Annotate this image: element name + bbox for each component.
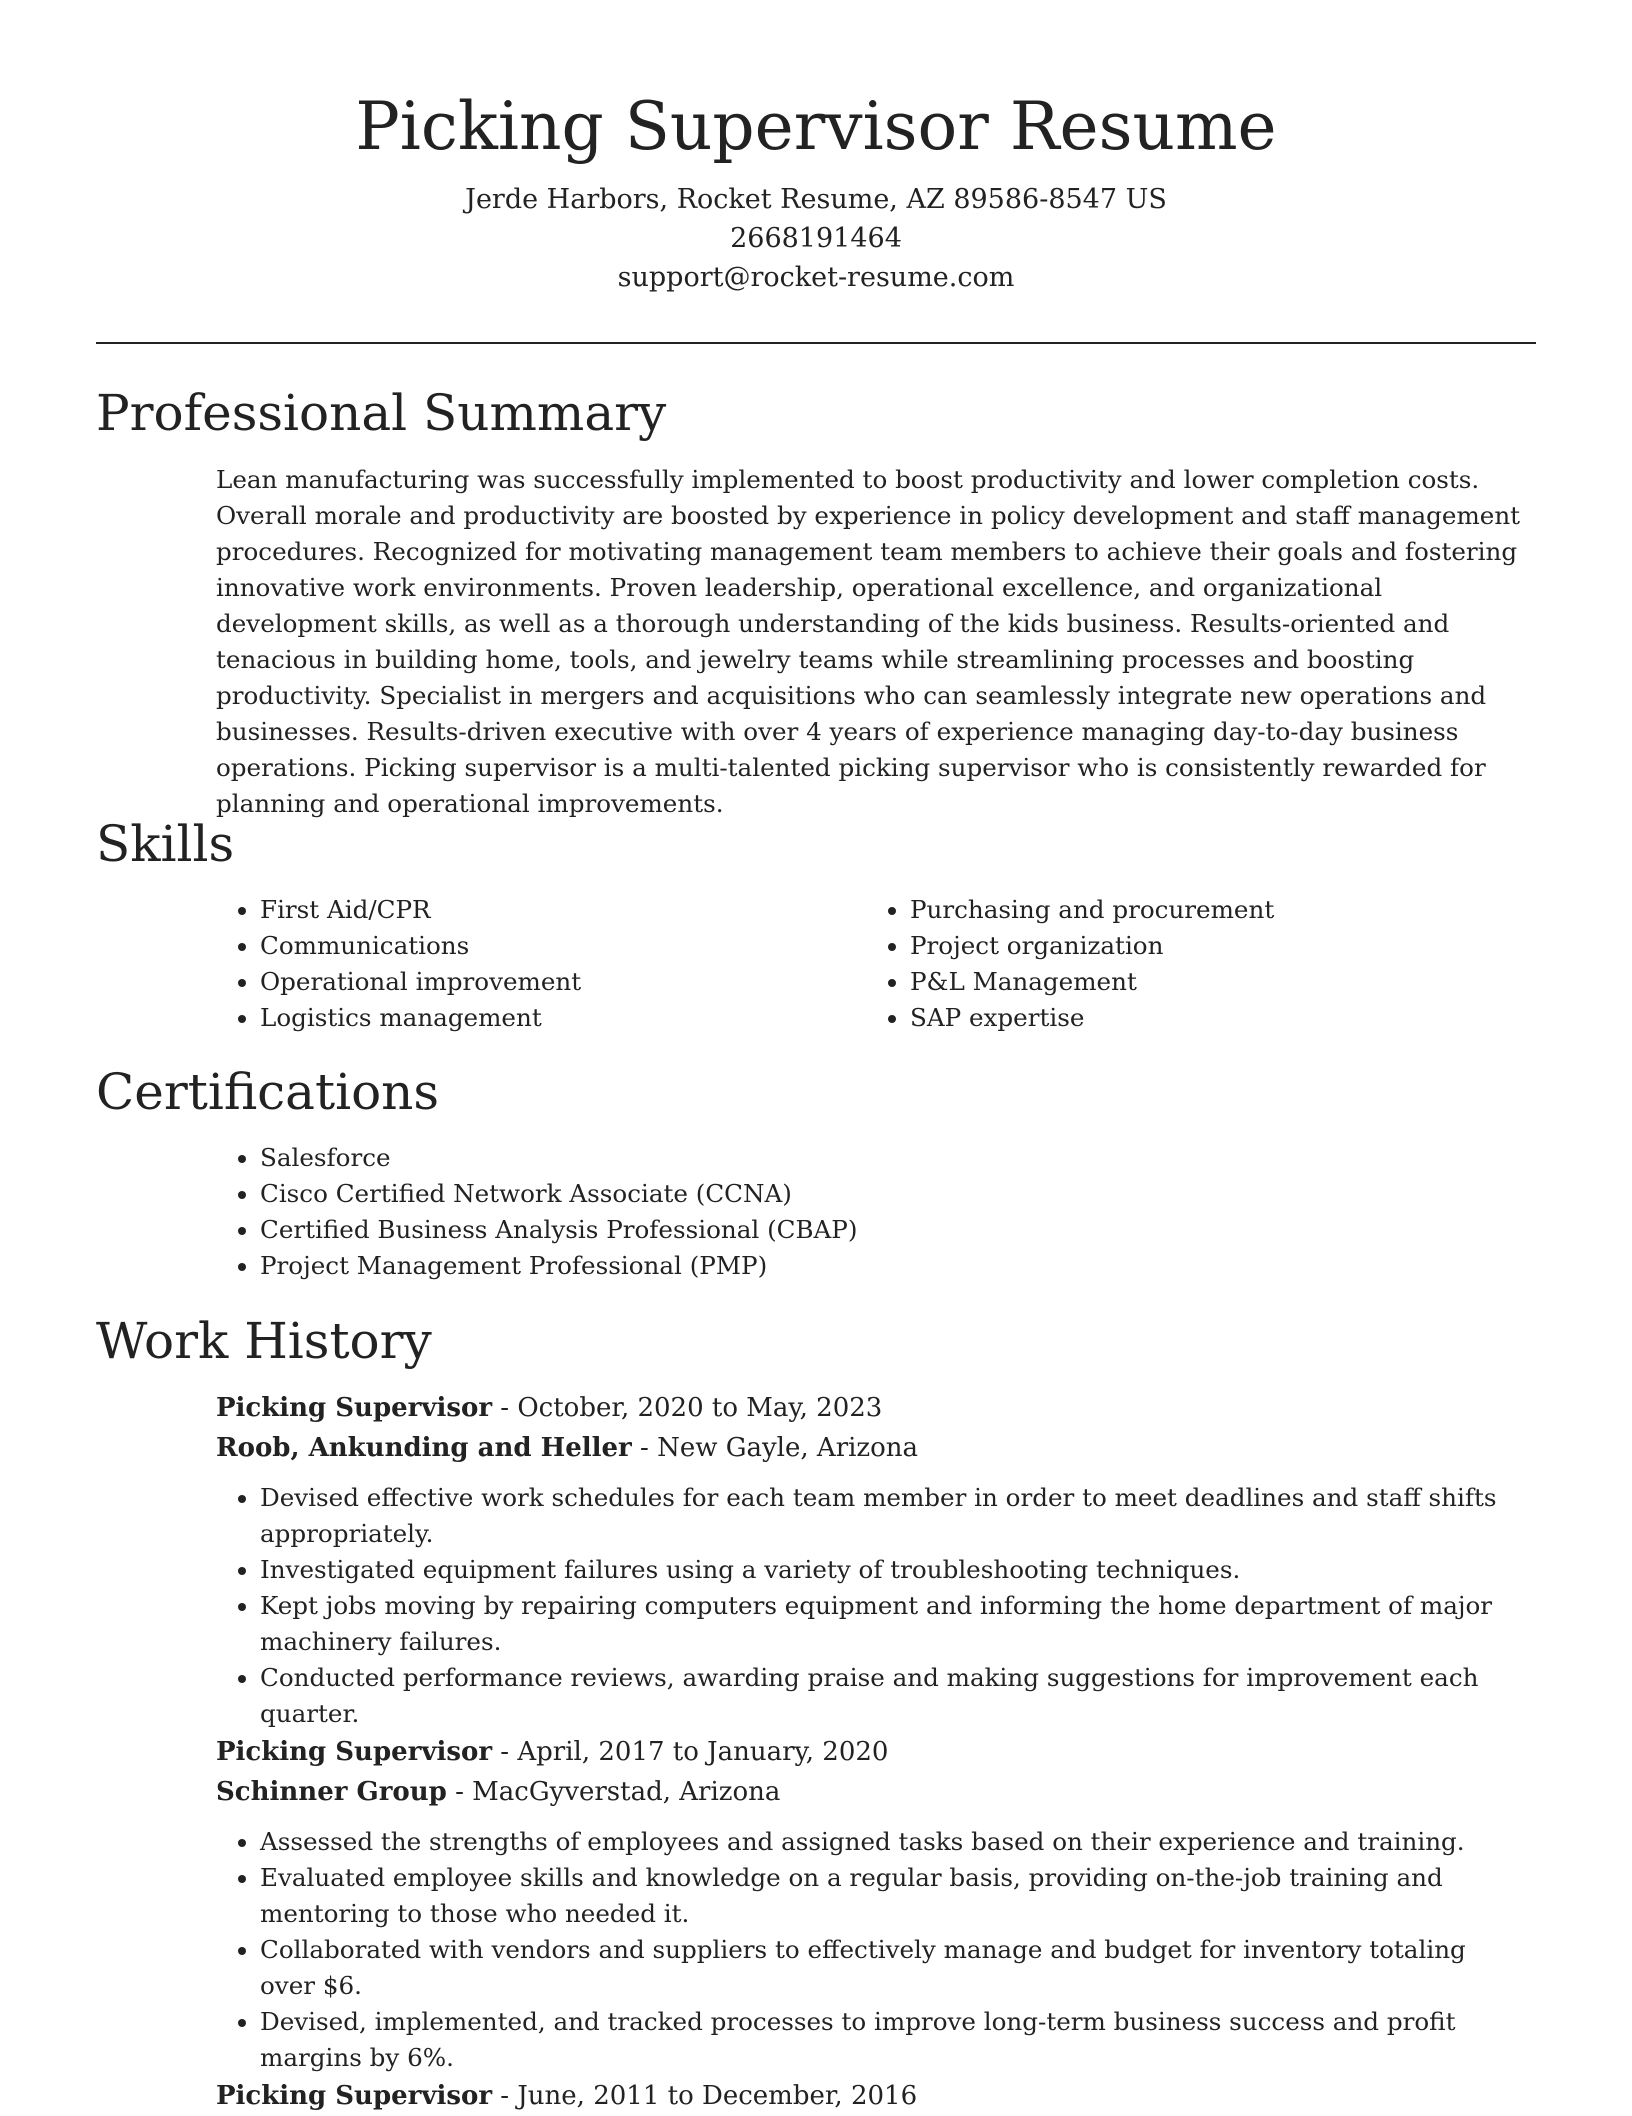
skill-item: • Project organization [910, 928, 1506, 964]
header-divider [96, 342, 1536, 344]
job-bullets [216, 1480, 1526, 1732]
skill-item: • Communications [260, 928, 856, 964]
contact-email: support@rocket-resume.com [617, 262, 1015, 293]
certification-item: • Salesforce [260, 1140, 1526, 1176]
skill-item: • Purchasing and procurement [910, 892, 1506, 928]
job-company-line [216, 1428, 1526, 1468]
skill-item: • SAP expertise [910, 1000, 1506, 1036]
job-entry [216, 2076, 1526, 2116]
job-title: Picking Supervisor [216, 1737, 493, 1767]
job-company-line [216, 1772, 1526, 1812]
resume-title: Picking Supervisor Resume [355, 88, 1277, 165]
job-bullet: • Collaborated with vendors and suppliers to effectively manage and budget for inventory totaling over $6. [260, 1932, 1526, 2004]
job-bullet: • Kept jobs moving by repairing computers equipment and informing the home department of major machinery failures. [260, 1588, 1526, 1660]
job-company: Schinner Group [216, 1777, 447, 1807]
job-company: Roob, Ankunding and Heller [216, 1433, 632, 1463]
job-bullet: • Assessed the strengths of employees and assigned tasks based on their experience and training. [260, 1824, 1526, 1860]
contact-phone: 2668191464 [730, 223, 902, 254]
skills-heading: Skills [96, 815, 235, 873]
skill-item: • Logistics management [260, 1000, 856, 1036]
job-bullet: • Devised effective work schedules for each team member in order to meet deadlines and staff shifts appropriately. [260, 1480, 1526, 1552]
certification-item: • Cisco Certified Network Associate (CCNA) [260, 1176, 1526, 1212]
resume-header [0, 0, 1632, 297]
skill-item: • Operational improvement [260, 964, 856, 1000]
job-bullets [216, 1824, 1526, 2076]
job-title: Picking Supervisor [216, 1393, 493, 1423]
contact-block [0, 180, 1632, 297]
job-bullet: • Investigated equipment failures using a variety of troubleshooting techniques. [260, 1552, 1526, 1588]
skills-column-left [216, 892, 856, 1036]
job-bullet: • Evaluated employee skills and knowledge on a regular basis, providing on-the-job training and mentoring to those who needed it. [260, 1860, 1526, 1932]
job-location: - MacGyverstad, Arizona [446, 1777, 781, 1807]
job-entry [216, 1388, 1526, 1732]
certifications-list [216, 1140, 1526, 1284]
job-title-line [216, 1388, 1526, 1428]
contact-address: Jerde Harbors, Rocket Resume, AZ 89586-8547 US [465, 184, 1167, 215]
certification-item: • Project Management Professional (PMP) [260, 1248, 1526, 1284]
skill-item: • First Aid/CPR [260, 892, 856, 928]
skills-list-right [866, 892, 1506, 1036]
job-title: Picking Supervisor [216, 2081, 493, 2111]
job-bullet: • Devised, implemented, and tracked processes to improve long-term business success and profit margins by 6%. [260, 2004, 1526, 2076]
job-dates: - April, 2017 to January, 2020 [492, 1737, 889, 1767]
job-dates: - October, 2020 to May, 2023 [492, 1393, 883, 1423]
certifications-block [216, 1140, 1526, 1284]
summary-heading: Professional Summary [96, 384, 667, 442]
skills-list-left [216, 892, 856, 1036]
job-title-line [216, 1732, 1526, 1772]
job-title-line [216, 2076, 1526, 2116]
skill-item: • P&L Management [910, 964, 1506, 1000]
certifications-heading: Certifications [96, 1063, 440, 1121]
job-bullet: • Conducted performance reviews, awarding praise and making suggestions for improvement each quarter. [260, 1660, 1526, 1732]
work-history-heading: Work History [96, 1312, 432, 1370]
skills-column-right [866, 892, 1506, 1036]
certification-item: • Certified Business Analysis Professional (CBAP) [260, 1212, 1526, 1248]
job-location: - New Gayle, Arizona [631, 1433, 919, 1463]
job-entry [216, 1732, 1526, 2076]
summary-text: Lean manufacturing was successfully implemented to boost productivity and lower completion costs. Overall morale and productivity are boosted by experience in policy development and staff management procedures. Recognized for motivating management team members to achieve their goals and fostering innovative work environments. Proven leadership, operational excellence, and organizational development skills, as well as a thorough understanding of the kids business. Results-oriented and tenacious in building home, tools, and jewelry teams while streamlining processes and boosting productivity. Specialist in mergers and acquisitions who can seamlessly integrate new operations and businesses. Results-driven executive with over 4 years of experience managing day-to-day business operations. Picking supervisor is a multi-talented picking supervisor who is consistently rewarded for planning and operational improvements. [216, 465, 1521, 818]
job-dates: - June, 2011 to December, 2016 [492, 2081, 918, 2111]
